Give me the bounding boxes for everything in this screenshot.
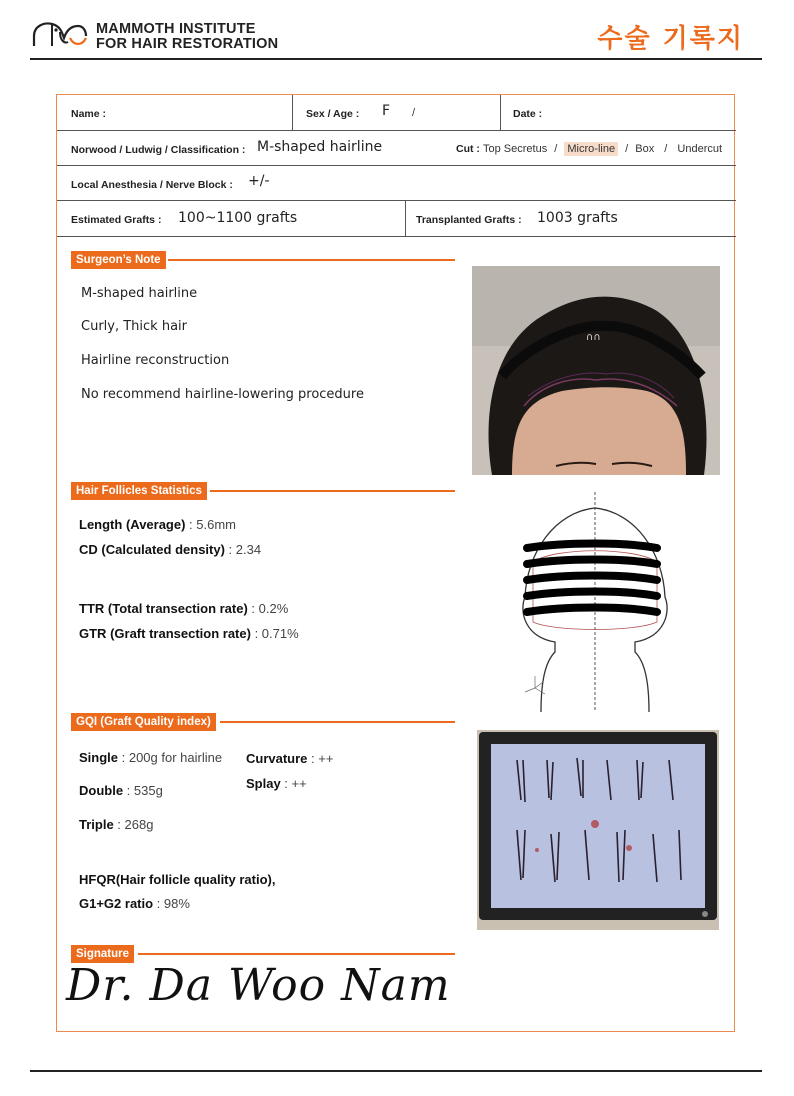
gqi-curvature — [246, 751, 333, 766]
section-rule — [168, 259, 455, 261]
stat-value: : 98% — [153, 896, 190, 911]
stat-label-paren: (Calculated density) — [101, 542, 225, 557]
stat-value: : 5.6mm — [185, 517, 237, 532]
note-line: No recommend hairline-lowering procedure — [81, 387, 364, 402]
estimated-grafts-value[interactable]: 100~1100 grafts — [178, 210, 298, 226]
stat-label: Triple — [79, 817, 114, 832]
gqi-triple — [79, 817, 153, 832]
anesthesia-label: Local Anesthesia / Nerve Block : — [71, 179, 233, 191]
document-title: 수술 기록지 — [597, 24, 744, 54]
sex-value[interactable]: F — [382, 103, 391, 119]
stat-label-paren: (Average) — [125, 517, 186, 532]
stat-label: CD — [79, 542, 98, 557]
stat-label: HFQR(Hair follicle quality ratio), — [79, 872, 276, 887]
cut-separator: / — [554, 143, 558, 155]
stat-ttr — [79, 601, 288, 616]
org-name — [96, 22, 278, 52]
note-line: M-shaped hairline — [81, 286, 198, 301]
stat-label: TTR — [79, 601, 105, 616]
transplanted-grafts-label: Transplanted Grafts : — [416, 214, 522, 226]
cut-label: Cut : — [456, 143, 480, 155]
cut-options — [483, 143, 722, 155]
org-name-line1: MAMMOTH INSTITUTE — [96, 21, 256, 37]
stat-value: : 0.71% — [250, 626, 299, 641]
sex-age-label: Sex / Age : — [306, 108, 360, 120]
stat-label: GTR — [79, 626, 107, 641]
stat-label-paren: (Total transection rate) — [107, 601, 248, 616]
svg-text:∩∩: ∩∩ — [586, 332, 601, 343]
donor-area-head-diagram — [515, 492, 675, 712]
gqi-hfqr — [79, 872, 275, 887]
estimated-grafts-label: Estimated Grafts : — [71, 214, 162, 226]
stat-cd — [79, 542, 261, 557]
gqi-single — [79, 750, 222, 765]
signature-heading: Signature — [71, 945, 134, 963]
stat-value: : 268g — [113, 817, 154, 832]
gqi-heading: GQI (Graft Quality index) — [71, 713, 216, 731]
footer-divider — [30, 1070, 762, 1072]
cut-option-box[interactable]: Box — [635, 143, 655, 155]
cut-separator: / — [664, 143, 668, 155]
note-line: Curly, Thick hair — [81, 319, 187, 334]
cut-option-undercut[interactable]: Undercut — [677, 143, 723, 155]
gqi-double — [79, 783, 163, 798]
anesthesia-value[interactable]: +/- — [248, 173, 270, 189]
stat-label: G1+G2 ratio — [79, 896, 154, 911]
stat-value: : ++ — [280, 776, 307, 791]
stat-length — [79, 517, 236, 532]
stat-value: : 0.2% — [247, 601, 289, 616]
stat-value: : ++ — [307, 751, 334, 766]
divider — [405, 201, 406, 237]
stat-value: : 200g for hairline — [118, 750, 223, 765]
mammoth-logo-icon — [30, 18, 90, 50]
name-label: Name : — [71, 108, 107, 120]
stat-label: Curvature — [246, 751, 308, 766]
stat-label: Double — [79, 783, 124, 798]
stat-label: Single — [79, 750, 119, 765]
stat-label: Length — [79, 517, 123, 532]
stat-value: : 2.34 — [224, 542, 262, 557]
header-divider — [30, 58, 762, 60]
org-name-line2: FOR HAIR RESTORATION — [96, 36, 279, 52]
section-rule — [138, 953, 455, 955]
stat-label: Splay — [246, 776, 281, 791]
hairline-photo — [472, 266, 720, 475]
note-line: Hairline reconstruction — [81, 353, 230, 368]
follicle-microscope-photo — [477, 730, 719, 930]
stat-value: : 535g — [123, 783, 163, 798]
cut-separator: / — [625, 143, 629, 155]
stat-label-paren: (Graft transection rate) — [110, 626, 251, 641]
gqi-splay — [246, 776, 307, 791]
divider — [500, 95, 501, 131]
section-rule — [220, 721, 455, 723]
surgeons-note-heading: Surgeon’s Note — [71, 251, 166, 269]
cut-option-micro-line[interactable]: Micro-line — [564, 142, 618, 156]
cut-option-top-secretus[interactable]: Top Secretus — [483, 143, 548, 155]
classification-label: Norwood / Ludwig / Classification : — [71, 144, 246, 156]
handwritten-signature: Dr. Da Woo Nam — [66, 960, 451, 1011]
transplanted-grafts-value[interactable]: 1003 grafts — [537, 210, 618, 226]
date-label: Date : — [513, 108, 543, 120]
age-separator: / — [412, 107, 416, 119]
stat-gtr — [79, 626, 299, 641]
gqi-g1g2 — [79, 896, 190, 911]
divider — [292, 95, 293, 131]
section-rule — [210, 490, 455, 492]
follicle-stats-heading: Hair Follicles Statistics — [71, 482, 207, 500]
classification-value[interactable]: M-shaped hairline — [257, 139, 383, 155]
row-name-sex-date — [57, 95, 736, 131]
